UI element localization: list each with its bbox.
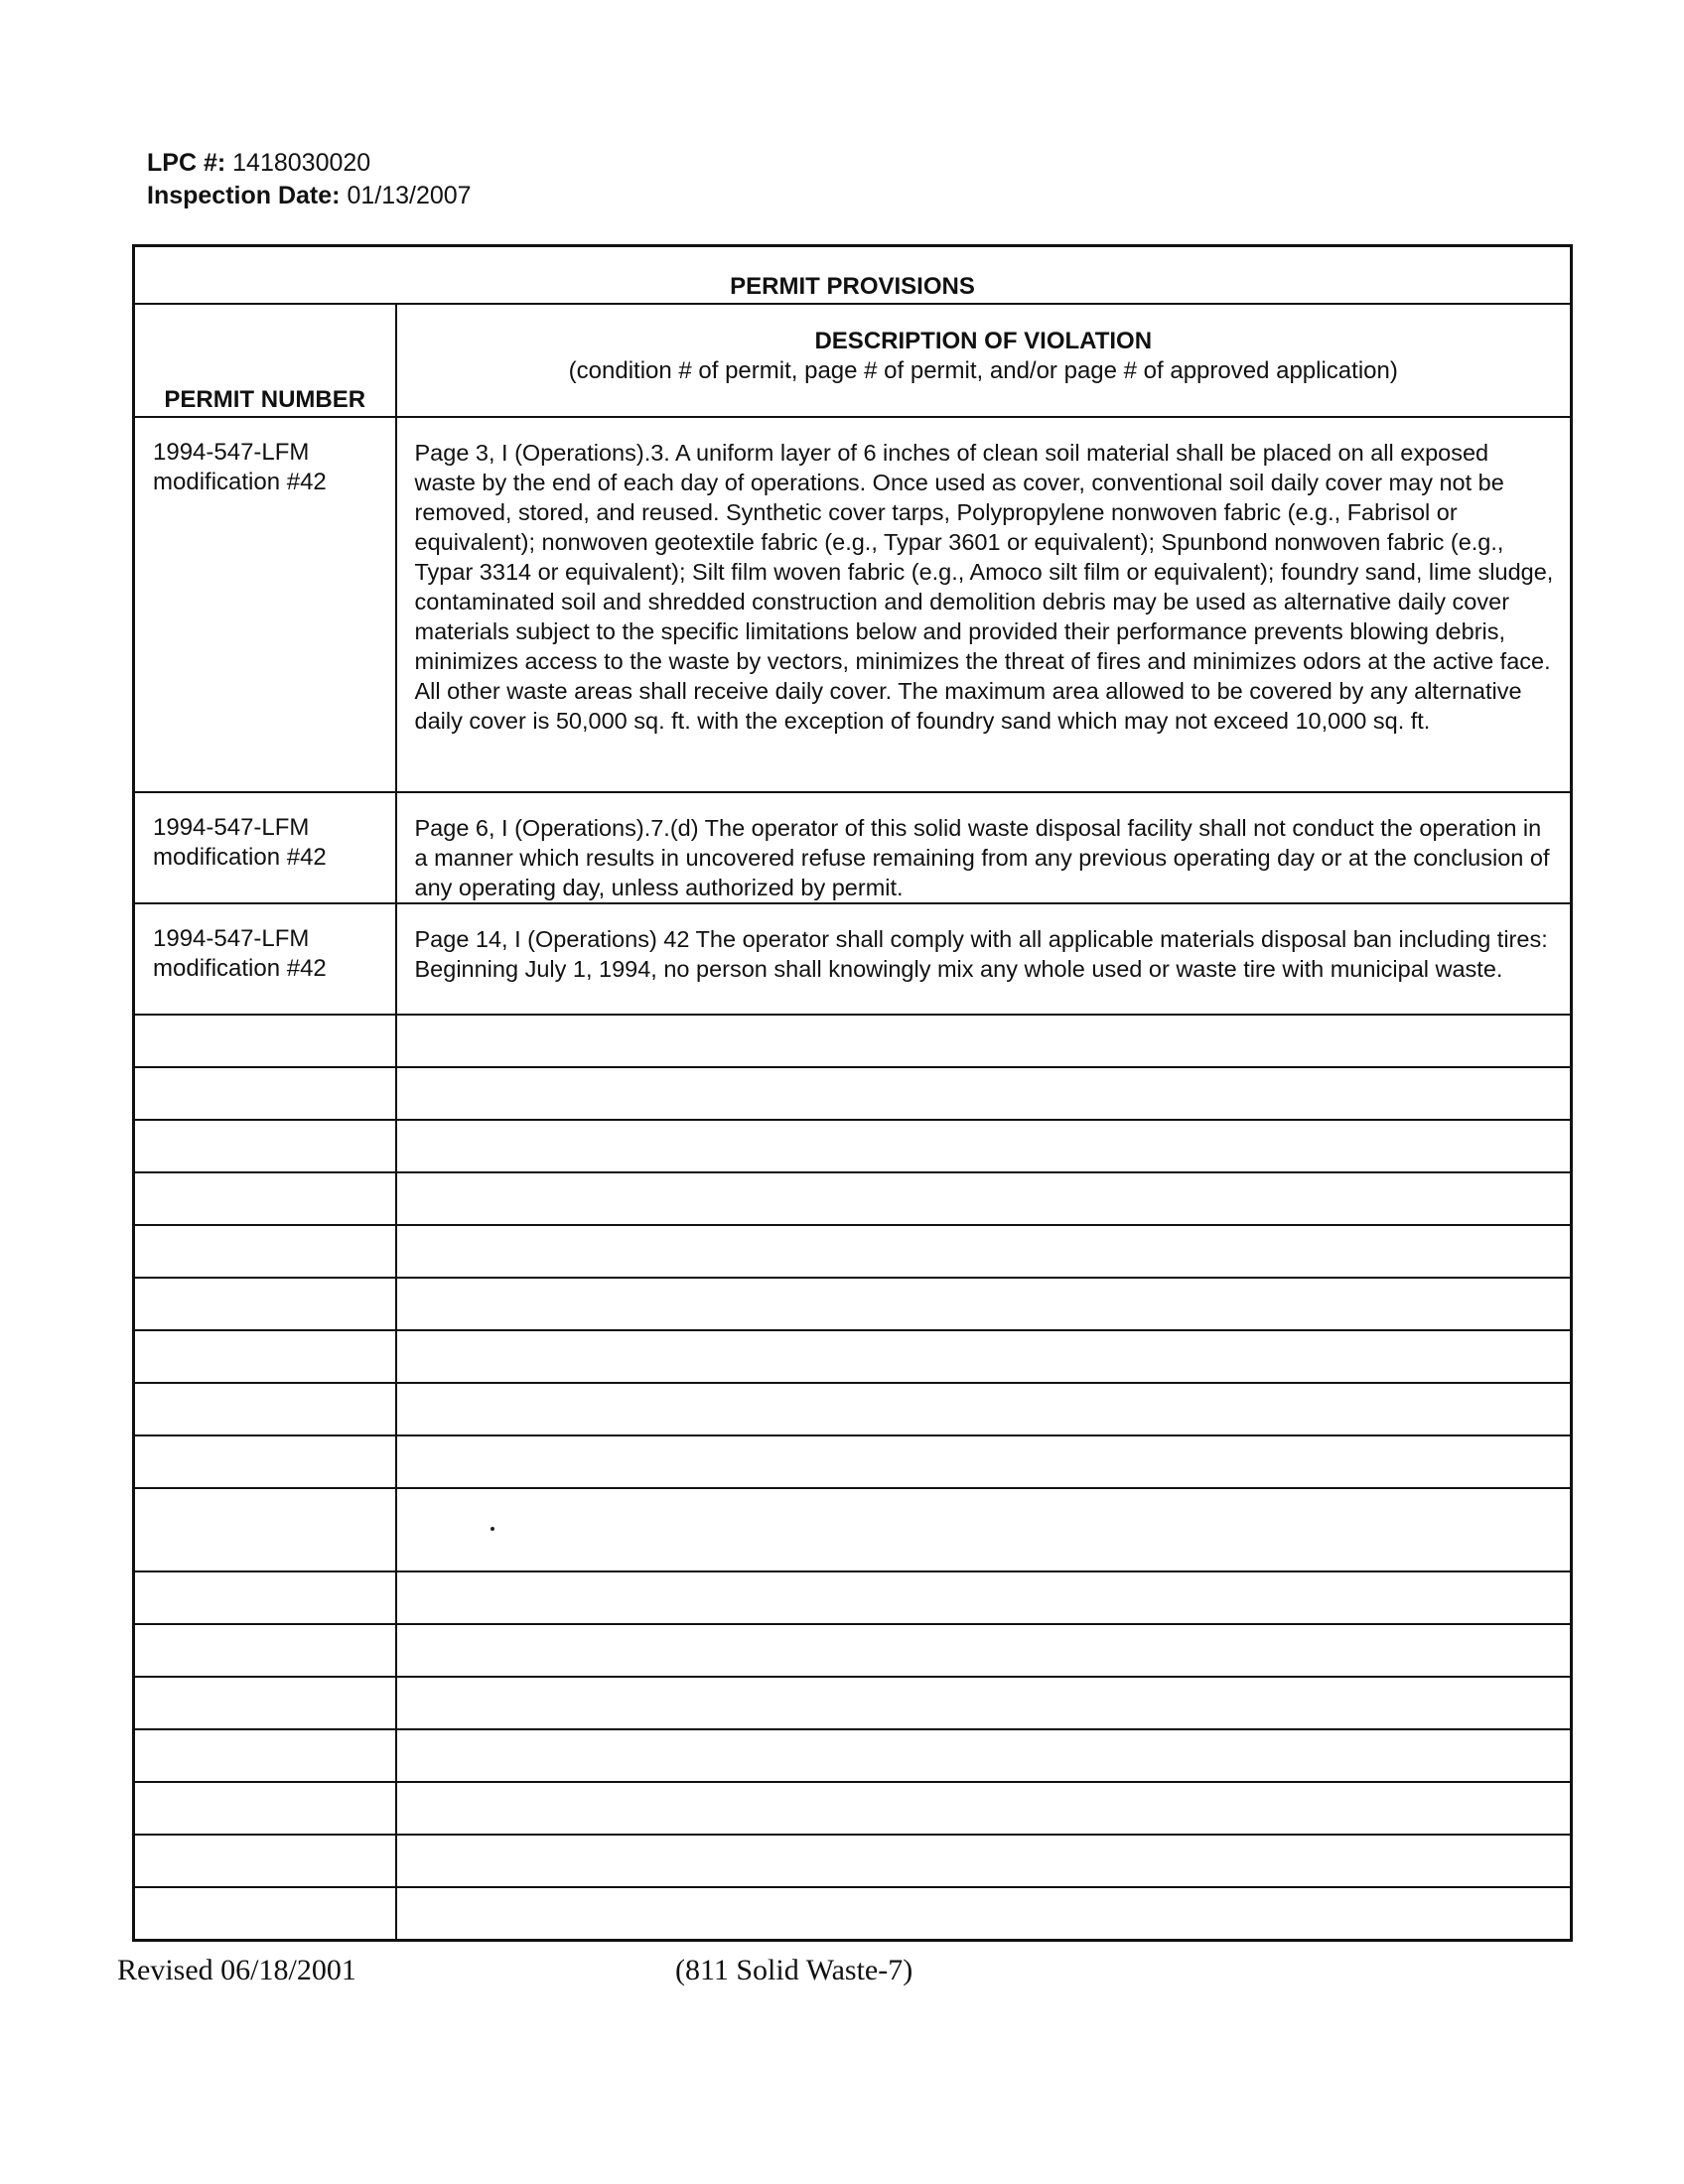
document-header [147, 147, 472, 212]
blank-cell [396, 1729, 1572, 1782]
blank-cell [396, 1782, 1572, 1835]
stray-mark [491, 1527, 494, 1531]
blank-cell [396, 1120, 1572, 1172]
blank-cell [134, 1835, 396, 1887]
blank-cell [134, 1887, 396, 1941]
blank-row [134, 1782, 1572, 1835]
blank-cell [396, 1278, 1572, 1330]
blank-cell [134, 1015, 396, 1067]
blank-cell [134, 1225, 396, 1278]
blank-row [134, 1729, 1572, 1782]
permit-modification: modification #42 [153, 469, 327, 495]
blank-cell [134, 1067, 396, 1120]
blank-cell [396, 1383, 1572, 1435]
blank-cell [134, 1571, 396, 1624]
permit-modification: modification #42 [153, 955, 327, 982]
blank-row [134, 1571, 1572, 1624]
permit-number-cell [134, 417, 396, 792]
permit-modification: modification #42 [153, 844, 327, 871]
blank-cell [396, 1571, 1572, 1624]
blank-cell [396, 1435, 1572, 1488]
table-title: PERMIT PROVISIONS [134, 246, 1572, 305]
blank-cell [396, 1067, 1572, 1120]
permit-number: 1994-547-LFM [153, 439, 310, 466]
blank-row [134, 1278, 1572, 1330]
blank-cell [396, 1887, 1572, 1941]
lpc-label: LPC #: [147, 149, 226, 177]
blank-row [134, 1835, 1572, 1887]
blank-cell [396, 1624, 1572, 1677]
lpc-value: 1418030020 [232, 149, 371, 177]
blank-row [134, 1330, 1572, 1383]
blank-cell [396, 1677, 1572, 1729]
lpc-line [147, 147, 472, 180]
blank-cell [396, 1225, 1572, 1278]
table-row [134, 903, 1572, 1015]
blank-cell [134, 1624, 396, 1677]
table-row [134, 792, 1572, 903]
blank-row [134, 1172, 1572, 1225]
blank-cell [134, 1488, 396, 1571]
form-number: (811 Solid Waste-7) [675, 1954, 913, 1986]
description-header-title: DESCRIPTION OF VIOLATION [814, 328, 1153, 354]
blank-cell [396, 1488, 1572, 1571]
permit-provisions-table [132, 244, 1573, 1942]
blank-cell [396, 1835, 1572, 1887]
blank-row [134, 1120, 1572, 1172]
blank-cell [134, 1435, 396, 1488]
blank-row [134, 1225, 1572, 1278]
blank-row [134, 1624, 1572, 1677]
table-row [134, 417, 1572, 792]
blank-row [134, 1435, 1572, 1488]
blank-cell [134, 1729, 396, 1782]
blank-row [134, 1067, 1572, 1120]
permit-number-cell [134, 792, 396, 903]
blank-cell [134, 1120, 396, 1172]
blank-cell [396, 1015, 1572, 1067]
blank-cell [134, 1677, 396, 1729]
inspection-date-value: 01/13/2007 [347, 182, 472, 209]
violation-description: Page 3, I (Operations).3. A uniform layer of 6 inches of clean soil material shall be placed on all exposed waste by the end of each day of operations. Once used as cover, conventional soil daily cover may not be removed, stored, and reused. Synthetic cover tarps, Polypropylene nonwoven fabric (e.g., Fabrisol or equivalent); nonwoven geotextile fabric (e.g., Typar 3601 or equivalent); Spunbond nonwoven fabric (e.g., Typar 3314 or equivalent); Silt film woven fabric (e.g., Amoco silt film or equivalent); foundry sand, lime sludge, contaminated soil and shredded construction and demolition debris may be used as alternative daily cover materials subject to the specific limitations below and provided their performance prevents blowing debris, minimizes access to the waste by vectors, minimizes the threat of fires and minimizes odors at the active face. All other waste areas shall receive daily cover. The maximum area allowed to be covered by any alternative daily cover is 50,000 sq. ft. with the exception of foundry sand which may not exceed 10,000 sq. ft. [396, 417, 1572, 792]
blank-cell [134, 1330, 396, 1383]
violation-description: Page 14, I (Operations) 42 The operator shall comply with all applicable materials disposal ban including tires: Beginning July 1, 1994, no person shall knowingly mix any whole used or waste tire with municipal waste. [396, 903, 1572, 1015]
permit-number: 1994-547-LFM [153, 814, 310, 841]
blank-cell [396, 1172, 1572, 1225]
blank-cell [396, 1330, 1572, 1383]
blank-cell [134, 1278, 396, 1330]
blank-cell [134, 1383, 396, 1435]
blank-row [134, 1383, 1572, 1435]
revision-date: Revised 06/18/2001 [117, 1954, 356, 1986]
permit-number-header: PERMIT NUMBER [134, 304, 396, 417]
blank-cell [134, 1172, 396, 1225]
blank-cell [134, 1782, 396, 1835]
description-header [396, 304, 1572, 417]
violation-description: Page 6, I (Operations).7.(d) The operator of this solid waste disposal facility shall not conduct the operation in a manner which results in uncovered refuse remaining from any previous operating day or at the conclusion of any operating day, unless authorized by permit. [396, 792, 1572, 903]
inspection-date-label: Inspection Date: [147, 182, 341, 209]
inspection-date-line [147, 180, 472, 212]
blank-row [134, 1887, 1572, 1941]
blank-row [134, 1677, 1572, 1729]
permit-number: 1994-547-LFM [153, 925, 310, 952]
permit-number-cell [134, 903, 396, 1015]
blank-row [134, 1015, 1572, 1067]
blank-row [134, 1488, 1572, 1571]
description-header-subtitle: (condition # of permit, page # of permit, and/or page # of approved application) [568, 357, 1398, 384]
